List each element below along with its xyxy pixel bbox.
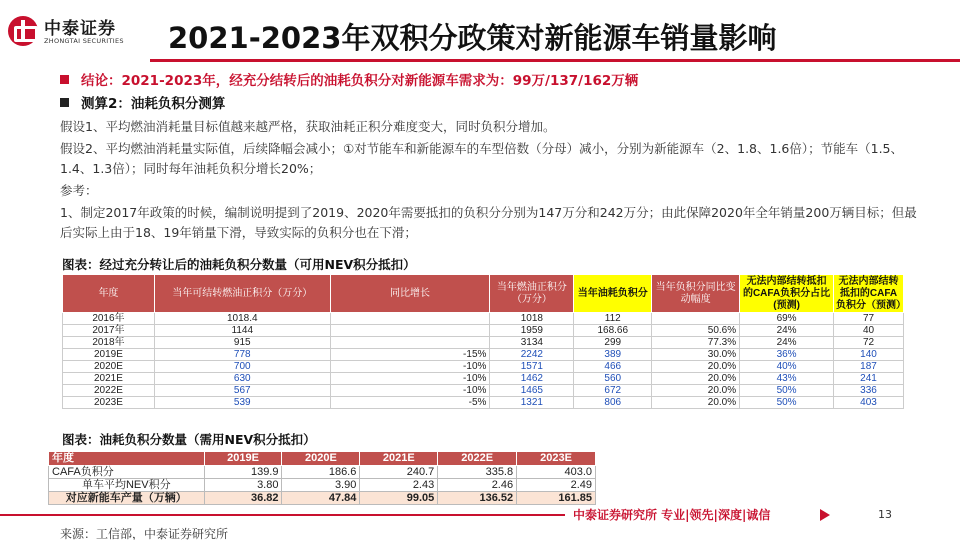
table1-cell-pos: 1018 [490, 313, 574, 325]
logo-mark-icon [8, 16, 38, 46]
table1-cell-neg: 672 [574, 385, 652, 397]
table2-row-label: CAFA负积分 [49, 466, 205, 479]
assumption-2: 假设2、平均燃油消耗量实际值，后续降幅会减小；①对节能车和新能源车的车型倍数（分母）减小，分别为新能源车（2、1.8、1.6倍）；节能车（1.5、1.4、1.3倍）；同时每年油耗负积分增长20%； [60, 141, 904, 176]
table1-row [63, 397, 904, 409]
table1-cell-yoy [330, 313, 490, 325]
table1-cell-chg: 20.0% [652, 385, 740, 397]
table1-cell-year: 2018年 [63, 337, 155, 349]
table2-title: 图表：油耗负积分数量（需用NEV积分抵扣） [62, 432, 316, 447]
table1-header: 当年油耗负积分 [574, 275, 652, 313]
table1-cell-carry: 778 [154, 349, 330, 361]
table2-cell: 47.84 [282, 492, 360, 505]
table1-row [63, 349, 904, 361]
table1-row [63, 313, 904, 325]
conclusion-text: 结论：2021-2023年，经充分结转后的油耗负积分对新能源车需求为：99万/137/162万辆 [81, 73, 639, 89]
table1-cell-ratio: 43% [740, 373, 834, 385]
slide-title: 2021-2023年双积分政策对新能源车销量影响 [168, 21, 777, 55]
title-divider [150, 59, 960, 62]
table1-row [63, 337, 904, 349]
table1-row [63, 325, 904, 337]
table1-cell-pos: 3134 [490, 337, 574, 349]
table2-row-label: 对应新能车产量（万辆） [49, 492, 205, 505]
table2-cell: 335.8 [438, 466, 517, 479]
table2-row-label: 单车平均NEV积分 [49, 479, 205, 492]
table1-cell-amount: 72 [834, 337, 904, 349]
table1-cell-year: 2019E [63, 349, 155, 361]
table1-header: 当年燃油正积分（万分） [490, 275, 574, 313]
company-logo [8, 14, 148, 50]
table1-header: 同比增长 [330, 275, 490, 313]
table1-cell-amount: 336 [834, 385, 904, 397]
table2-cell: 403.0 [517, 466, 596, 479]
table1-cell-carry: 1144 [154, 325, 330, 337]
table1-cell-pos: 2242 [490, 349, 574, 361]
table1-cell-ratio: 36% [740, 349, 834, 361]
table1-title: 图表：经过充分转让后的油耗负积分数量（可用NEV积分抵扣） [62, 257, 416, 272]
table1-cell-carry: 700 [154, 361, 330, 373]
table2-cell: 2.46 [438, 479, 517, 492]
table2-cell: 161.85 [517, 492, 596, 505]
footer-arrow-icon [820, 509, 830, 521]
table1-cell-ratio: 24% [740, 337, 834, 349]
table1-cell-carry: 567 [154, 385, 330, 397]
table1-cell-neg: 168.66 [574, 325, 652, 337]
table2-cell: 2.49 [517, 479, 596, 492]
table1-cell-carry: 915 [154, 337, 330, 349]
table1-cell-yoy [330, 337, 490, 349]
table1-cell-neg: 560 [574, 373, 652, 385]
table2-header: 2020E [282, 452, 360, 466]
table1-cell-yoy: -10% [330, 361, 490, 373]
table1-cell-year: 2016年 [63, 313, 155, 325]
table1-header: 当年负积分同比变动幅度 [652, 275, 740, 313]
assumption-1: 假设1、平均燃油消耗量目标值越来越严格，获取油耗正积分难度变大，同时负积分增加。 [60, 119, 556, 134]
page-number: 13 [878, 508, 892, 521]
footer-tagline: 中泰证券研究所 专业|领先|深度|诚信 [573, 508, 771, 522]
table2-cell: 36.82 [204, 492, 282, 505]
nev-offset-table [48, 451, 596, 505]
table1-cell-carry: 630 [154, 373, 330, 385]
table1-cell-amount: 40 [834, 325, 904, 337]
slide-header [0, 0, 960, 62]
table2-cell: 186.6 [282, 466, 360, 479]
square-bullet-icon [60, 75, 69, 84]
table1-cell-yoy: -5% [330, 397, 490, 409]
table1-cell-carry: 539 [154, 397, 330, 409]
table1-header: 年度 [63, 275, 155, 313]
table1-cell-yoy: -15% [330, 349, 490, 361]
table1-cell-year: 2021E [63, 373, 155, 385]
table2-header: 2022E [438, 452, 517, 466]
table1-cell-year: 2023E [63, 397, 155, 409]
table1-cell-amount: 140 [834, 349, 904, 361]
table1-cell-ratio: 50% [740, 385, 834, 397]
table2-header: 2023E [517, 452, 596, 466]
table1-cell-chg: 20.0% [652, 361, 740, 373]
table2-cell: 99.05 [360, 492, 438, 505]
reference-1: 1、制定2017年政策的时候，编制说明提到了2019、2020年需要抵扣的负积分分别为147万分和242万分；由此保障2020年全年销量200万辆目标；但最后实际上由于18、19年销量下滑，导致实际的负积分也在下滑； [60, 205, 917, 240]
table2-cell: 240.7 [360, 466, 438, 479]
table2-header-row [49, 452, 596, 466]
table1-cell-neg: 806 [574, 397, 652, 409]
table1-row [63, 373, 904, 385]
table1-header: 无法内部结转抵扣的CAFA负积分占比(预测) [740, 275, 834, 313]
table2-cell: 136.52 [438, 492, 517, 505]
square-bullet-icon [60, 98, 69, 107]
table2-row [49, 492, 596, 505]
table1-cell-year: 2020E [63, 361, 155, 373]
table1-cell-yoy: -10% [330, 385, 490, 397]
table1-cell-ratio: 40% [740, 361, 834, 373]
table1-cell-ratio: 24% [740, 325, 834, 337]
table2-row [49, 479, 596, 492]
logo-chinese-name: 中泰证券 [44, 19, 116, 39]
table2-cell: 2.43 [360, 479, 438, 492]
table1-cell-year: 2017年 [63, 325, 155, 337]
reference-label: 参考： [60, 183, 98, 198]
table1-cell-chg: 77.3% [652, 337, 740, 349]
table2-cell: 3.80 [204, 479, 282, 492]
table1-cell-amount: 403 [834, 397, 904, 409]
footer-rule [0, 514, 565, 516]
table2-header: 2019E [204, 452, 282, 466]
table1-row [63, 385, 904, 397]
table1-cell-pos: 1959 [490, 325, 574, 337]
table1-cell-year: 2022E [63, 385, 155, 397]
conclusion-bullet [60, 69, 638, 89]
table1-cell-neg: 466 [574, 361, 652, 373]
table1-cell-amount: 241 [834, 373, 904, 385]
table1-cell-chg: 20.0% [652, 397, 740, 409]
table1-cell-amount: 77 [834, 313, 904, 325]
table1-cell-pos: 1571 [490, 361, 574, 373]
table1-cell-neg: 299 [574, 337, 652, 349]
table1-cell-yoy [330, 325, 490, 337]
table2-header: 2021E [360, 452, 438, 466]
table2-cell: 139.9 [204, 466, 282, 479]
table2-row [49, 466, 596, 479]
table1-cell-chg: 30.0% [652, 349, 740, 361]
table1-cell-pos: 1462 [490, 373, 574, 385]
table1-header: 当年可结转燃油正积分（万分） [154, 275, 330, 313]
table1-header: 无法内部结转抵扣的CAFA负积分（预测） [834, 275, 904, 313]
table1-cell-chg [652, 313, 740, 325]
table1-cell-ratio: 50% [740, 397, 834, 409]
table1-cell-ratio: 69% [740, 313, 834, 325]
table1-cell-yoy: -10% [330, 373, 490, 385]
table1-row [63, 361, 904, 373]
subheading-text: 测算2：油耗负积分测算 [81, 96, 226, 112]
table1-cell-pos: 1321 [490, 397, 574, 409]
subheading-bullet [60, 92, 225, 112]
table2-header: 年度 [49, 452, 205, 466]
table2-cell: 3.90 [282, 479, 360, 492]
table1-cell-amount: 187 [834, 361, 904, 373]
table1-cell-pos: 1465 [490, 385, 574, 397]
negative-credit-table [62, 274, 907, 409]
table1-cell-chg: 50.6% [652, 325, 740, 337]
table1-header-row [63, 275, 904, 313]
table1-cell-neg: 112 [574, 313, 652, 325]
table1-cell-carry: 1018.4 [154, 313, 330, 325]
table1-cell-neg: 389 [574, 349, 652, 361]
logo-english-name: ZHONGTAI SECURITIES [44, 37, 124, 45]
source-note: 来源：工信部，中泰证券研究所 [60, 527, 229, 540]
table1-cell-chg: 20.0% [652, 373, 740, 385]
